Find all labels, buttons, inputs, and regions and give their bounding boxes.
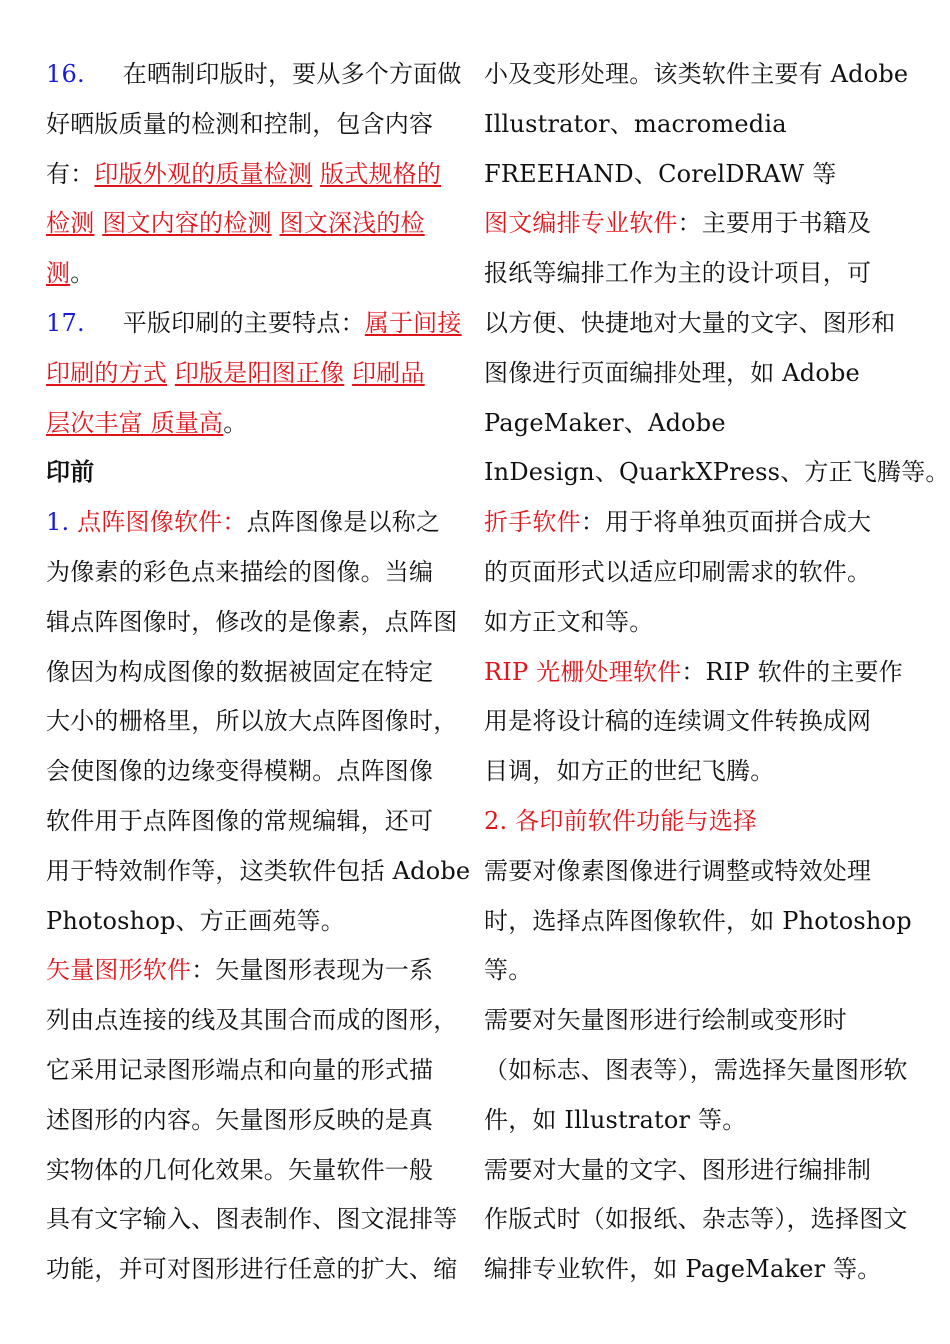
bitmap-software-title: 点阵图像软件： [77, 508, 247, 537]
section-1-number: 1. [46, 508, 70, 537]
item-17-answer-3a: 印刷品 [352, 358, 425, 387]
item-17-end: 。 [223, 408, 248, 437]
bitmap-line-2: 为像素的彩色点来描绘的图像。当编 [46, 557, 434, 586]
bitmap-line-4: 像因为构成图像的数据被固定在特定 [46, 657, 434, 686]
item-16-text: 在晒制印版时，要从多个方面做 [122, 60, 462, 88]
vector-text: ：矢量图形表现为一系 [191, 956, 434, 985]
selection-p3-line-3: 编排专业软件，如 PageMaker 等。 [484, 1255, 882, 1284]
layout-line-2: 报纸等编排工作为主的设计项目，可 [484, 259, 872, 288]
layout-line-6: InDesign、QuarkXPress、方正飞腾等。 [484, 458, 950, 487]
item-16-line-2: 好晒版质量的检测和控制，包含内容 [46, 109, 434, 138]
item-17-number: 17. [46, 308, 85, 337]
selection-p2-line-2: （如标志、图表等），需选择矢量图形软 [484, 1055, 908, 1084]
item-16-line-1 [46, 50, 472, 100]
item-16-answer-4b: 测 [46, 259, 71, 288]
vector-cont-line-3: FREEHAND、CorelDRAW 等 [484, 159, 837, 188]
selection-p2-line-3: 件，如 Illustrator 等。 [484, 1105, 747, 1134]
item-17-answer-1b: 印刷的方式 [46, 358, 167, 387]
vector-line-6: 具有文字输入、图表制作、图文混排等 [46, 1205, 458, 1234]
imposition-line-2: 的页面形式以适应印刷需求的软件。 [484, 557, 872, 586]
item-16-answer-2b: 检测 [46, 209, 95, 238]
bitmap-text: 点阵图像是以称之 [246, 508, 441, 537]
bitmap-line-7: 软件用于点阵图像的常规编辑，还可 [46, 806, 434, 835]
vector-cont-line-2: Illustrator、macromedia [484, 109, 787, 138]
item-16-lead: 有： [46, 159, 95, 188]
rip-line-3: 目调，如方正的世纪飞腾。 [484, 757, 775, 786]
left-column [46, 50, 472, 1295]
item-17-line-2 [46, 349, 472, 399]
vector-line-2: 列由点连接的线及其围合而成的图形， [46, 1006, 458, 1035]
imposition-line-1 [484, 498, 914, 548]
selection-p1-line-3: 等。 [484, 956, 533, 985]
bitmap-line-1 [46, 498, 472, 548]
item-16-answer-2a: 版式规格的 [320, 159, 442, 188]
bitmap-line-3: 辑点阵图像时，修改的是像素，点阵图 [46, 607, 458, 636]
layout-line-1 [484, 199, 914, 249]
imposition-text: ：用于将单独页面拼合成大 [580, 508, 872, 537]
selection-p1-line-2: 时，选择点阵图像软件，如 Photoshop [484, 906, 912, 935]
layout-line-5: PageMaker、Adobe [484, 408, 726, 437]
item-16-answer-1: 印版外观的质量检测 [94, 159, 313, 188]
imposition-line-3: 如方正文和等。 [484, 607, 654, 636]
vector-line-7: 功能，并可对图形进行任意的扩大、缩 [46, 1255, 458, 1284]
imposition-software-title: 折手软件 [484, 508, 581, 537]
bitmap-line-6: 会使图像的边缘变得模糊。点阵图像 [46, 757, 434, 786]
vector-line-3: 它采用记录图形端点和向量的形式描 [46, 1055, 434, 1084]
bitmap-line-9: Photoshop、方正画苑等。 [46, 906, 345, 935]
item-16-line-5 [46, 249, 472, 299]
rip-text: ：RIP 软件的主要作 [681, 657, 903, 686]
rip-line-1 [484, 648, 914, 698]
layout-text: ：主要用于书籍及 [677, 209, 872, 238]
item-16-end: 。 [70, 259, 95, 288]
rip-software-title: RIP 光栅处理软件 [484, 657, 682, 686]
vector-software-title: 矢量图形软件 [46, 956, 192, 985]
selection-p3-line-1: 需要对大量的文字、图形进行编排制 [484, 1155, 872, 1184]
item-16-answer-4a: 图文深浅的检 [279, 209, 425, 238]
section-2-title: 2. 各印前软件功能与选择 [484, 806, 758, 835]
selection-p2-line-1: 需要对矢量图形进行绘制或变形时 [484, 1006, 847, 1035]
bitmap-line-8: 用于特效制作等，这类软件包括 Adobe [46, 856, 471, 885]
layout-line-3: 以方便、快捷地对大量的文字、图形和 [484, 308, 896, 337]
item-16-number: 16. [46, 60, 85, 88]
vector-line-5: 实物体的几何化效果。矢量软件一般 [46, 1155, 434, 1184]
rip-line-2: 用是将设计稿的连续调文件转换成网 [484, 707, 872, 736]
layout-line-4: 图像进行页面编排处理，如 Adobe [484, 358, 860, 387]
item-17-answer-1a: 属于间接 [364, 308, 462, 337]
selection-p1-line-1: 需要对像素图像进行调整或特效处理 [484, 856, 872, 885]
item-16-answer-3: 图文内容的检测 [102, 209, 272, 238]
item-17-text: 平版印刷的主要特点： [122, 308, 365, 337]
item-17-line-1 [46, 299, 472, 349]
vector-cont-line-1: 小及变形处理。该类软件主要有 Adobe [484, 60, 909, 88]
section-heading: 印前 [46, 458, 95, 487]
item-16-line-4 [46, 199, 472, 249]
item-17-answer-2: 印版是阳图正像 [174, 358, 345, 387]
vector-line-1 [46, 946, 472, 996]
bitmap-line-5: 大小的栅格里，所以放大点阵图像时， [46, 707, 458, 736]
vector-line-4: 述图形的内容。矢量图形反映的是真 [46, 1105, 434, 1134]
item-16-line-3 [46, 150, 472, 200]
item-17-answer-3b: 层次丰富 质量高 [46, 408, 224, 437]
item-17-line-3 [46, 399, 472, 449]
selection-p3-line-2: 作版式时（如报纸、杂志等），选择图文 [484, 1205, 908, 1234]
layout-software-title: 图文编排专业软件 [484, 209, 678, 238]
right-column [484, 50, 950, 1295]
